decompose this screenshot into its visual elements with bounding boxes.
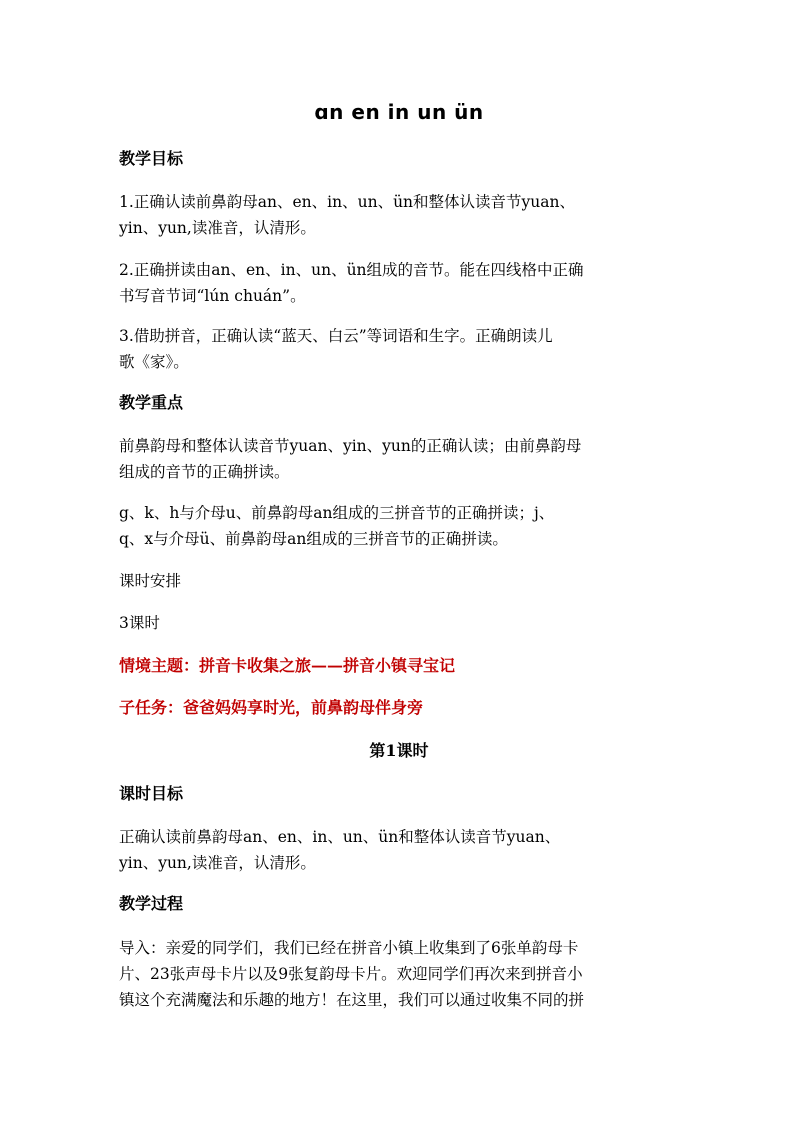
lesson-title: 第1课时 (369, 741, 429, 760)
process-heading: 教学过程 (119, 894, 184, 913)
lesson-goal-line-2: yin、yun,读准音，认清形。 (119, 854, 316, 872)
goal-3 (119, 323, 679, 375)
intro-line-2: 片、23张声母卡片以及9张复韵母卡片。欢迎同学们再次来到拼音小 (119, 965, 583, 983)
goal-3-line-1: 3.借助拼音，正确认读“蓝天、白云”等词语和生字。正确朗读儿 (119, 327, 553, 345)
goal-1-line-2: yin、yun,读准音，认清形。 (119, 219, 316, 237)
goal-2-line-1: 2.正确拼读由an、en、in、un、ün组成的音节。能在四线格中正确 (119, 261, 584, 279)
key-point-1-line-2: 组成的音节的正确拼读。 (119, 463, 290, 481)
goal-2-line-2: 书写音节词“lún chuán”。 (119, 287, 306, 305)
goal-1-line-1: 1.正确认读前鼻韵母an、en、in、un、ün和整体认读音节yuan、 (119, 193, 576, 211)
intro-line-3: 镇这个充满魔法和乐趣的地方！在这里，我们可以通过收集不同的拼 (119, 991, 585, 1009)
intro-line-1: 导入：亲爱的同学们，我们已经在拼音小镇上收集到了6张单韵母卡 (119, 939, 579, 957)
key-points-heading: 教学重点 (119, 393, 184, 412)
key-point-1 (119, 433, 679, 485)
goal-1 (119, 189, 679, 241)
subtask-line: 子任务：爸爸妈妈享时光，前鼻韵母伴身旁 (119, 698, 424, 717)
teaching-goals-heading: 教学目标 (119, 149, 184, 168)
theme-line: 情境主题：拼音卡收集之旅——拼音小镇寻宝记 (119, 656, 456, 675)
goal-3-line-2: 歌《家》。 (119, 353, 189, 371)
intro-paragraph (119, 935, 679, 1013)
lesson-goal (119, 824, 679, 876)
schedule-heading: 课时安排 (119, 572, 182, 590)
key-point-2-line-1: g、k、h与介母u、前鼻韵母an组成的三拼音节的正确拼读；j、 (119, 504, 555, 522)
lesson-goals-heading: 课时目标 (119, 784, 184, 803)
key-point-2-line-2: q、x与介母ü、前鼻韵母an组成的三拼音节的正确拼读。 (119, 530, 508, 548)
lesson-goal-line-1: 正确认读前鼻韵母an、en、in、un、ün和整体认读音节yuan、 (119, 828, 561, 846)
page-title: ɑn en in un ün (314, 100, 484, 124)
goal-2 (119, 257, 679, 309)
schedule-value: 3课时 (119, 614, 160, 632)
key-point-2 (119, 500, 679, 552)
key-point-1-line-1: 前鼻韵母和整体认读音节yuan、yin、yun的正确认读；由前鼻韵母 (119, 437, 582, 455)
